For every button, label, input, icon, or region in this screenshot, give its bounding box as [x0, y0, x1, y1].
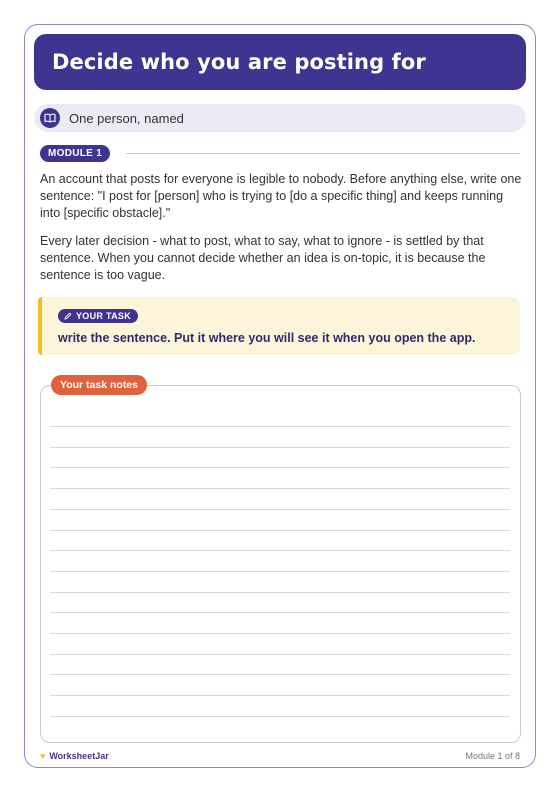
- page-title: Decide who you are posting for: [52, 50, 426, 74]
- writing-line: [50, 509, 510, 510]
- writing-line: [50, 716, 510, 717]
- module-header: [40, 144, 520, 162]
- notes-label: Your task notes: [51, 375, 147, 395]
- task-text: write the sentence. Put it where you will see it when you open the app.: [58, 331, 476, 345]
- subtitle-text: One person, named: [69, 110, 184, 126]
- writing-line: [50, 592, 510, 593]
- writing-line: [50, 467, 510, 468]
- heart-icon: ♥: [40, 751, 46, 761]
- writing-line: [50, 654, 510, 655]
- writing-line: [50, 426, 510, 427]
- writing-line: [50, 674, 510, 675]
- module-divider: [126, 153, 520, 154]
- page-indicator: Module 1 of 8: [465, 751, 520, 761]
- title-banner: [34, 34, 526, 90]
- open-book-icon: [40, 108, 60, 128]
- writing-line: [50, 447, 510, 448]
- footer-brand: [40, 751, 109, 761]
- subtitle-pill: [34, 104, 526, 132]
- writing-line: [50, 571, 510, 572]
- task-badge-label: YOUR TASK: [76, 311, 132, 321]
- writing-line: [50, 612, 510, 613]
- pencil-icon: [64, 312, 72, 320]
- writing-line: [50, 530, 510, 531]
- explanation-paragraph: Every later decision - what to post, what to say, what to ignore - is settled by that sentence. When you cannot decide whether an idea is on-topic, it is because the sentence is too vague.: [40, 234, 486, 282]
- module-badge: MODULE 1: [40, 145, 110, 162]
- task-callout: [38, 297, 520, 355]
- writing-line: [50, 633, 510, 634]
- writing-line: [50, 488, 510, 489]
- writing-line: [50, 695, 510, 696]
- writing-line: [50, 550, 510, 551]
- brand-name: WorksheetJar: [49, 751, 109, 761]
- notes-area[interactable]: [40, 385, 521, 743]
- task-badge: [58, 309, 138, 323]
- intro-paragraph: An account that posts for everyone is legible to nobody. Before anything else, write one sentence: "I post for [person] who is trying to [do a specific thing] and keeps running into [specific obstacle].": [40, 172, 522, 220]
